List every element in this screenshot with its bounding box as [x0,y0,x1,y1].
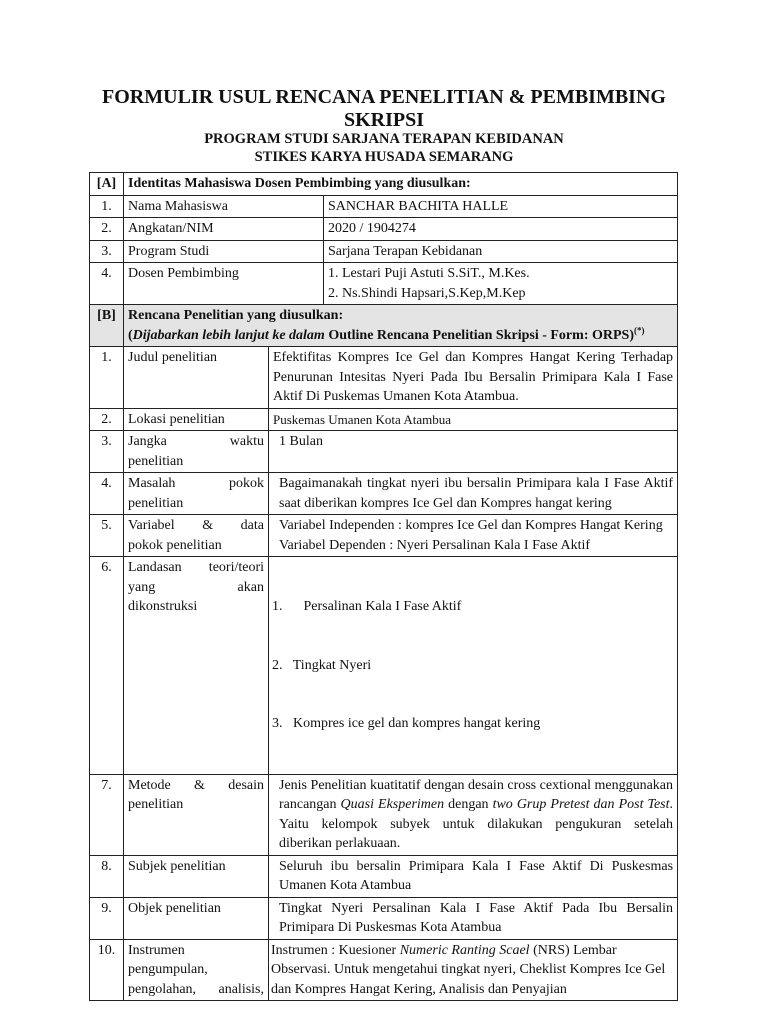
row-label [124,774,269,855]
table-row [90,855,678,897]
section-b-header [90,305,678,347]
row-number: 2. [90,218,124,241]
row-label [124,431,269,473]
row-label-line: Instrumen [128,942,185,958]
instrument-text: Instrumen : Kuesioner [271,942,400,958]
research-title-value: Efektifitas Kompres Ice Gel dan Kompres Hangat Kering Terhadap Penurunan Intesitas Nyeri Pada Ibu Bersalin Primipara Kala I Fase Aktif Di Puskemas Umanen Kota Atambua. [269,347,678,409]
row-label [124,473,269,515]
row-label [124,515,269,557]
table-row [90,195,678,218]
row-label-line: penelitian [128,495,184,511]
instrument-text: (NRS) Lembar Observasi. Untuk mengetahui tingkat nyeri, Cheklist Kompres Ice Gel dan Kompres Hangat Kering, Analisis dan Penyajian [271,942,666,997]
row-number: 3. [90,431,124,473]
nim-value: 2020 / 1904274 [324,218,678,241]
row-label: Program Studi [124,240,324,263]
method-italic: Quasi Eksperimen [340,797,445,812]
method-text: . Yaitu kelompok subyek untuk dilakukan pengukuran setelah diberikan perlakuaan. [279,797,674,851]
program-subtitle: PROGRAM STUDI SARJANA TERAPAN KEBIDANAN [204,131,564,147]
proposal-form-table [89,172,678,1001]
section-a-title: Identitas Mahasiswa Dosen Pembimbing yang diusulkan: [124,173,678,196]
row-number: 6. [90,557,124,775]
location-value: Puskemas Umanen Kota Atambua [269,408,678,431]
row-label-line: Metode & desain [128,777,264,793]
institution-subtitle: STIKES KARYA HUSADA SEMARANG [254,149,514,165]
row-label: Subjek penelitian [124,855,269,897]
form-title: FORMULIR USUL RENCANA PENELITIAN & PEMBIMBING SKRIPSI [102,86,666,131]
theory-list [269,557,678,775]
row-label-line: penelitian [128,797,184,812]
row-number: 4. [90,263,124,305]
row-label-line: Landasan teori/teori [128,560,264,575]
section-a-code: [A] [90,173,124,196]
section-b-code: [B] [90,305,124,347]
object-value: Tingkat Nyeri Persalinan Kala I Fase Aktif Pada Ibu Bersalin Primipara Di Puskesmas Kota Atambua [269,897,678,939]
row-label: Dosen Pembimbing [124,263,324,305]
row-label: Objek penelitian [124,897,269,939]
method-text: Jenis Penelitian kuatitatif dengan desain cross cextional menggunakan rancangan [279,777,674,812]
row-label-line: yang akan [128,579,264,595]
method-value [269,774,678,855]
supervisor-2: 2. Ns.Shindi Hapsari,S.Kep,M.Kep [328,285,526,301]
instrument-italic: Numeric Ranting Scael [399,942,530,958]
dependent-variable: Variabel Dependen : Nyeri Persalinan Kala I Fase Aktif [279,537,591,553]
method-italic: two Grup Pretest dan Post Test [492,797,670,812]
row-label: Angkatan/NIM [124,218,324,241]
theory-item: 1. Persalinan Kala I Fase Aktif [272,599,462,614]
duration-value: 1 Bulan [269,431,678,473]
row-label: Judul penelitian [124,347,269,409]
table-row [90,240,678,263]
row-label-line: pokok penelitian [128,537,222,553]
student-name-value: SANCHAR BACHITA HALLE [324,195,678,218]
note-superscript: (*) [633,324,645,335]
row-number: 5. [90,515,124,557]
note-rest: Outline Rencana Penelitian Skripsi - Form: ORPS) [324,327,634,343]
row-label: Nama Mahasiswa [124,195,324,218]
row-label-line: pengolahan, analisis, [128,981,264,997]
supervisor-values [324,263,678,305]
section-b-title-cell [124,305,678,347]
table-row [90,897,678,939]
row-label-line: Jangka waktu [128,434,264,449]
row-label-line: penelitian [128,453,184,469]
problem-value: Bagaimanakah tingkat nyeri ibu bersalin Primipara kala I Fase Aktif saat diberikan kompres Ice Gel dan Kompres hangat kering [269,473,678,515]
row-number: 1. [90,347,124,409]
table-row [90,408,678,431]
independent-variable: Variabel Independen : kompres Ice Gel dan Kompres Hangat Kering [279,518,663,533]
instrument-value [269,939,678,1001]
supervisor-1: 1. Lestari Puji Astuti S.SiT., M.Kes. [328,266,530,281]
row-label-line: dikonstruksi [128,599,198,614]
table-row [90,218,678,241]
table-row [90,347,678,409]
table-row [90,557,678,775]
table-row [90,939,678,1001]
row-number: 4. [90,473,124,515]
row-label: Lokasi penelitian [124,408,269,431]
row-label-line: Masalah pokok [128,476,264,491]
row-label-line: Variabel & data [128,518,264,533]
theory-item: 2. Tingkat Nyeri [272,657,372,673]
theory-item: 3. Kompres ice gel dan kompres hangat kering [272,716,541,731]
row-label [124,939,269,1001]
row-number: 2. [90,408,124,431]
section-a-header [90,173,678,196]
row-number: 1. [90,195,124,218]
variables-value [269,515,678,557]
row-label [124,557,269,775]
table-row [90,263,678,305]
row-number: 8. [90,855,124,897]
table-row [90,431,678,473]
table-row [90,774,678,855]
note-open: ( [128,327,133,343]
row-number: 3. [90,240,124,263]
study-program-value: Sarjana Terapan Kebidanan [324,240,678,263]
method-text: dengan [444,797,493,812]
subject-value: Seluruh ibu bersalin Primipara Kala I Fase Aktif Di Puskesmas Umanen Kota Atambua [269,855,678,897]
section-b-title: Rencana Penelitian yang diusulkan: [128,308,344,323]
table-row [90,473,678,515]
row-number: 10. [90,939,124,1001]
row-label-line: pengumpulan, [128,962,208,977]
note-italic: Dijabarkan lebih lanjut ke dalam [132,327,325,343]
row-number: 7. [90,774,124,855]
row-number: 9. [90,897,124,939]
table-row [90,515,678,557]
